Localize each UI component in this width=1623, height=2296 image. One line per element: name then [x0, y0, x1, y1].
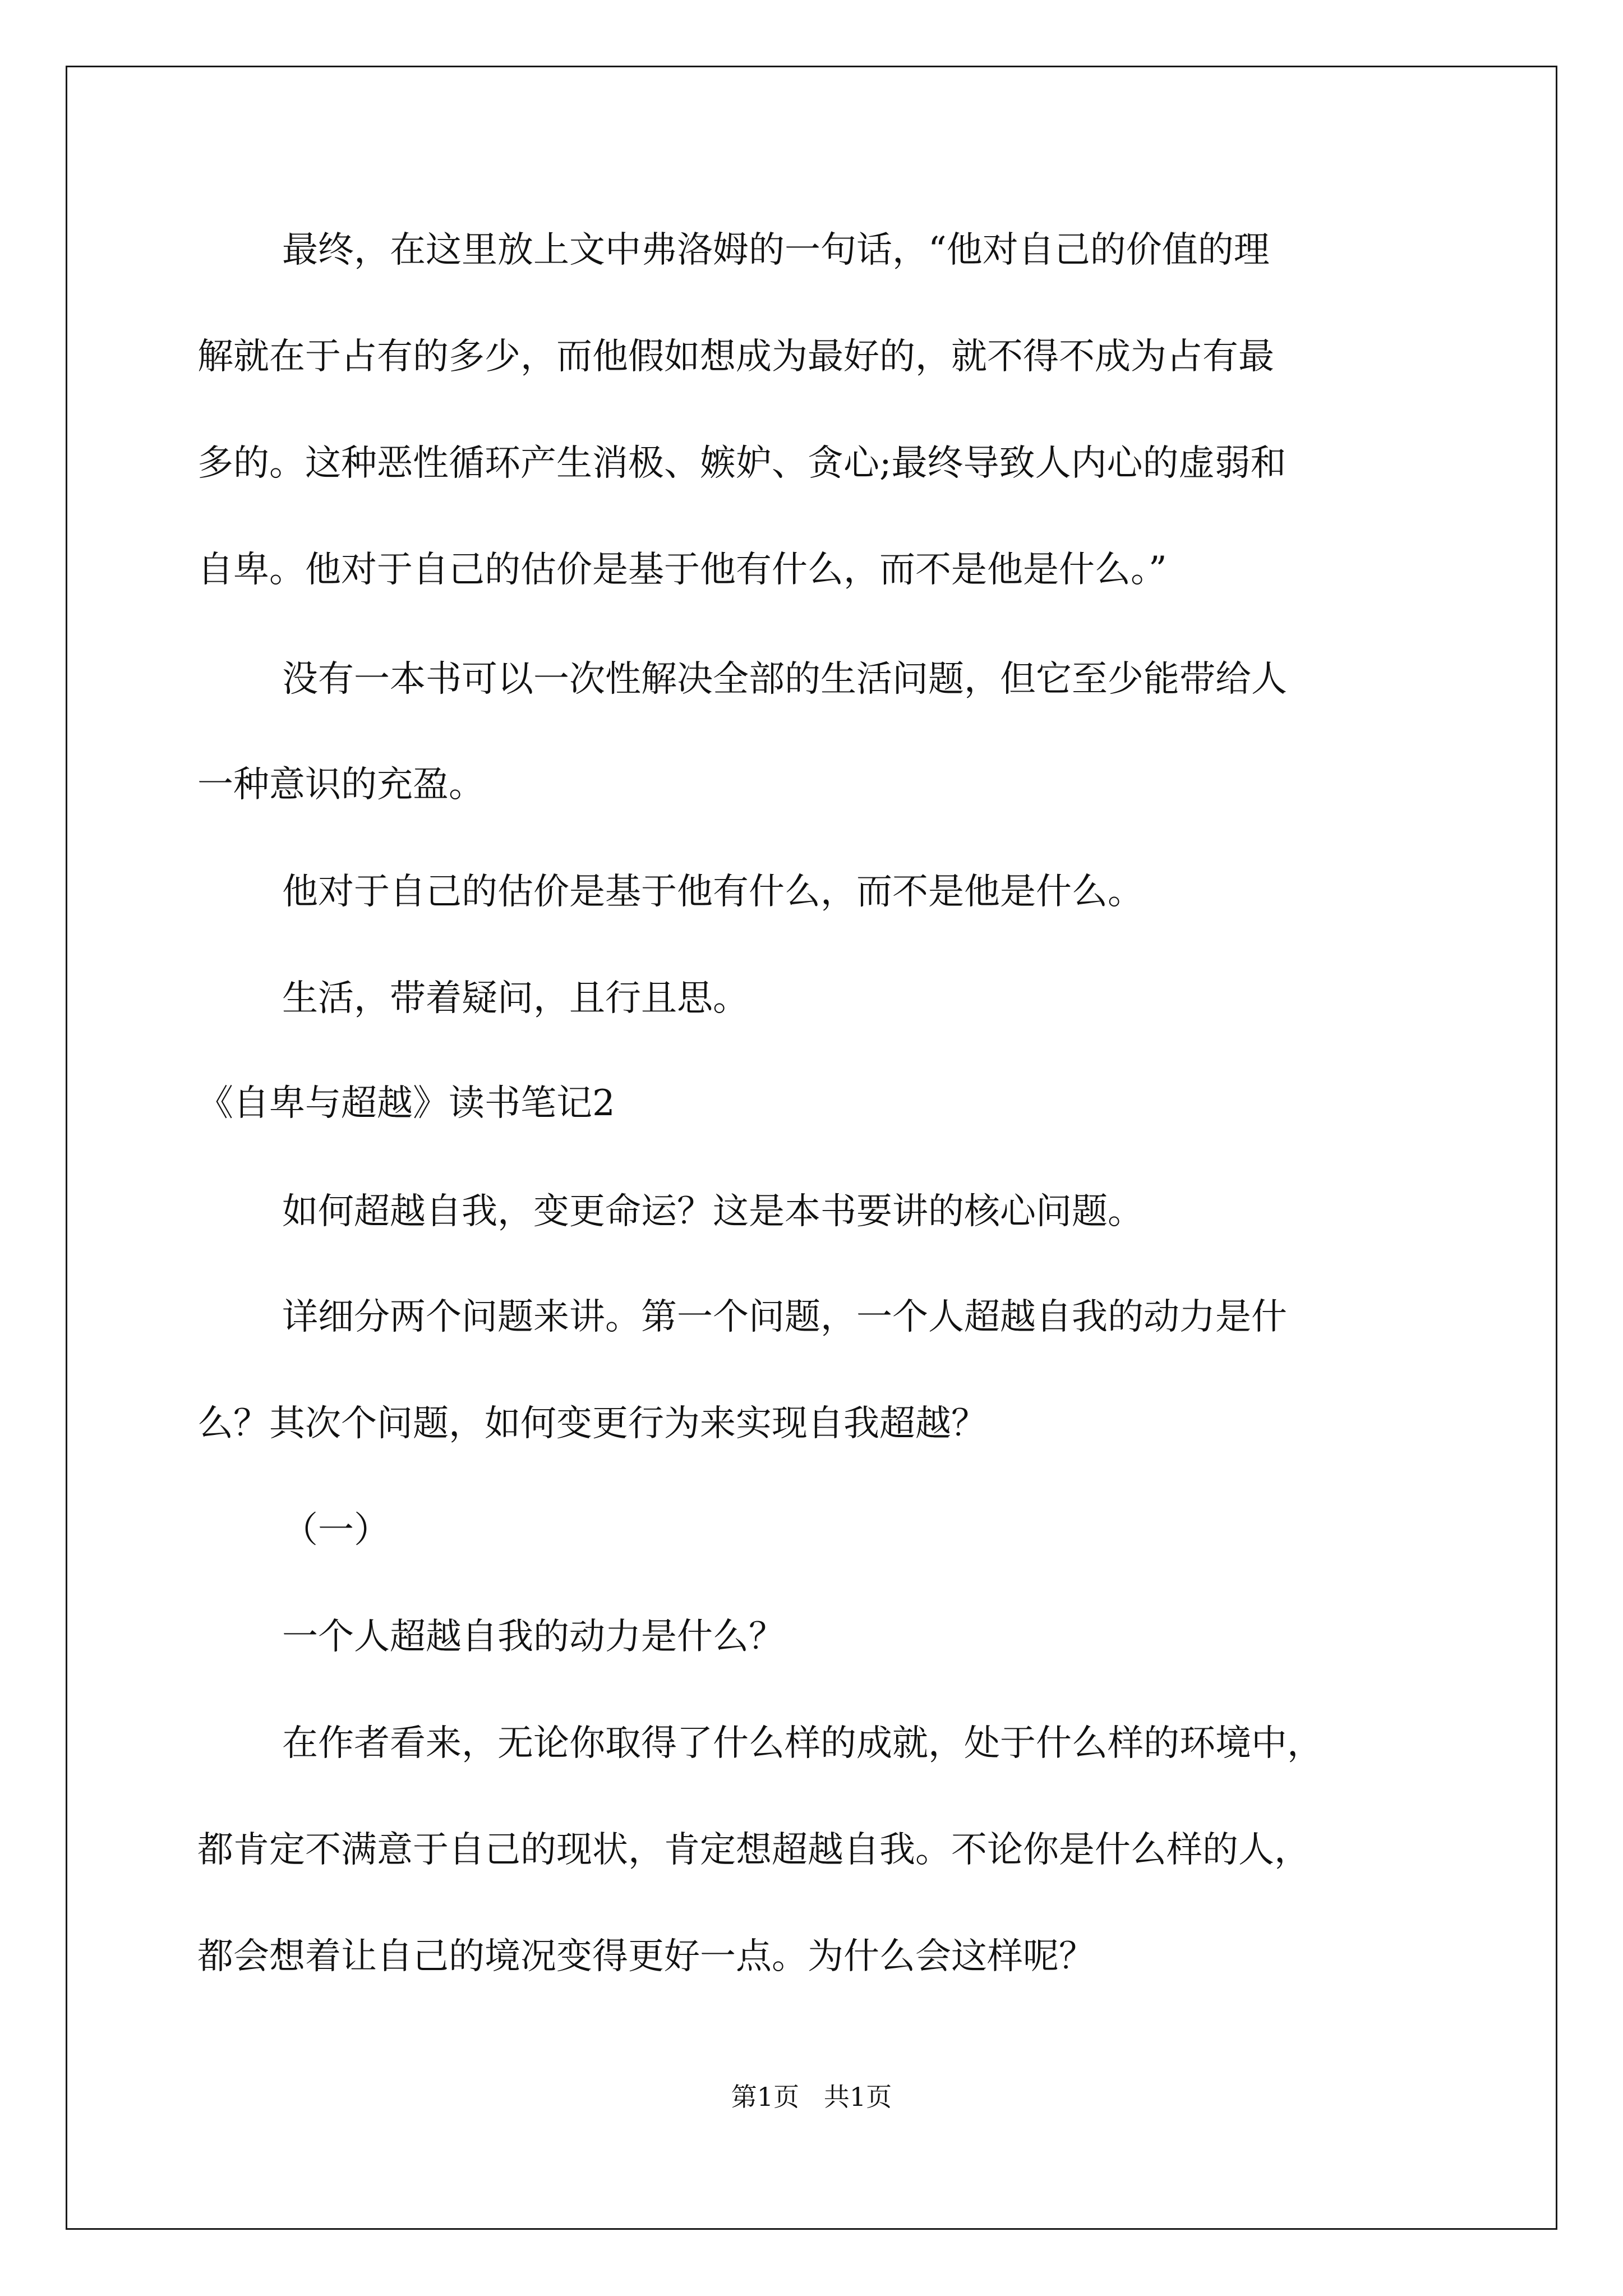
section-paragraph-3-line-1: （一）	[282, 1510, 390, 1551]
section-paragraph-1-line-1: 如何超越自我，变更命运？这是本书要讲的核心问题。	[282, 1191, 1144, 1232]
paragraph-1-line-4: 自卑。他对于自己的估价是基于他有什么，而不是他是什么。”	[197, 549, 1167, 591]
section-paragraph-2-line-1: 详细分两个问题来讲。第一个问题，一个人超越自我的动力是什	[282, 1296, 1287, 1338]
section-paragraph-5-line-1: 在作者看来，无论你取得了什么样的成就，处于什么样的环境中，	[282, 1723, 1323, 1764]
paragraph-2-line-1: 没有一本书可以一次性解决全部的生活问题，但它至少能带给人	[282, 659, 1287, 700]
section-paragraph-2-line-2: 么？其次个问题，如何变更行为来实现自我超越？	[197, 1403, 987, 1444]
paragraph-4-line-1: 生活，带着疑问，且行且思。	[282, 978, 749, 1019]
paragraph-1-line-3: 多的。这种恶性循环产生消极、嫉妒、贪心;最终导致人内心的虚弱和	[197, 443, 1287, 484]
section-paragraph-5-line-3: 都会想着让自己的境况变得更好一点。为什么会这样呢？	[197, 1936, 1095, 1977]
paragraph-3-line-1: 他对于自己的估价是基于他有什么，而不是他是什么。	[282, 871, 1144, 913]
section-paragraph-5-line-2: 都肯定不满意于自己的现状，肯定想超越自我。不论你是什么样的人，	[197, 1829, 1310, 1871]
section-paragraph-4-line-1: 一个人超越自我的动力是什么？	[282, 1616, 785, 1658]
paragraph-2-line-2: 一种意识的充盈。	[197, 764, 485, 806]
paragraph-1-line-2: 解就在于占有的多少，而他假如想成为最好的，就不得不成为占有最	[197, 336, 1274, 378]
section-title: 《自卑与超越》读书笔记2	[197, 1083, 615, 1124]
page-footer: 第1页 共1页	[731, 2082, 892, 2112]
paragraph-1-line-1: 最终，在这里放上文中弗洛姆的一句话，“他对自己的价值的理	[282, 229, 1270, 271]
